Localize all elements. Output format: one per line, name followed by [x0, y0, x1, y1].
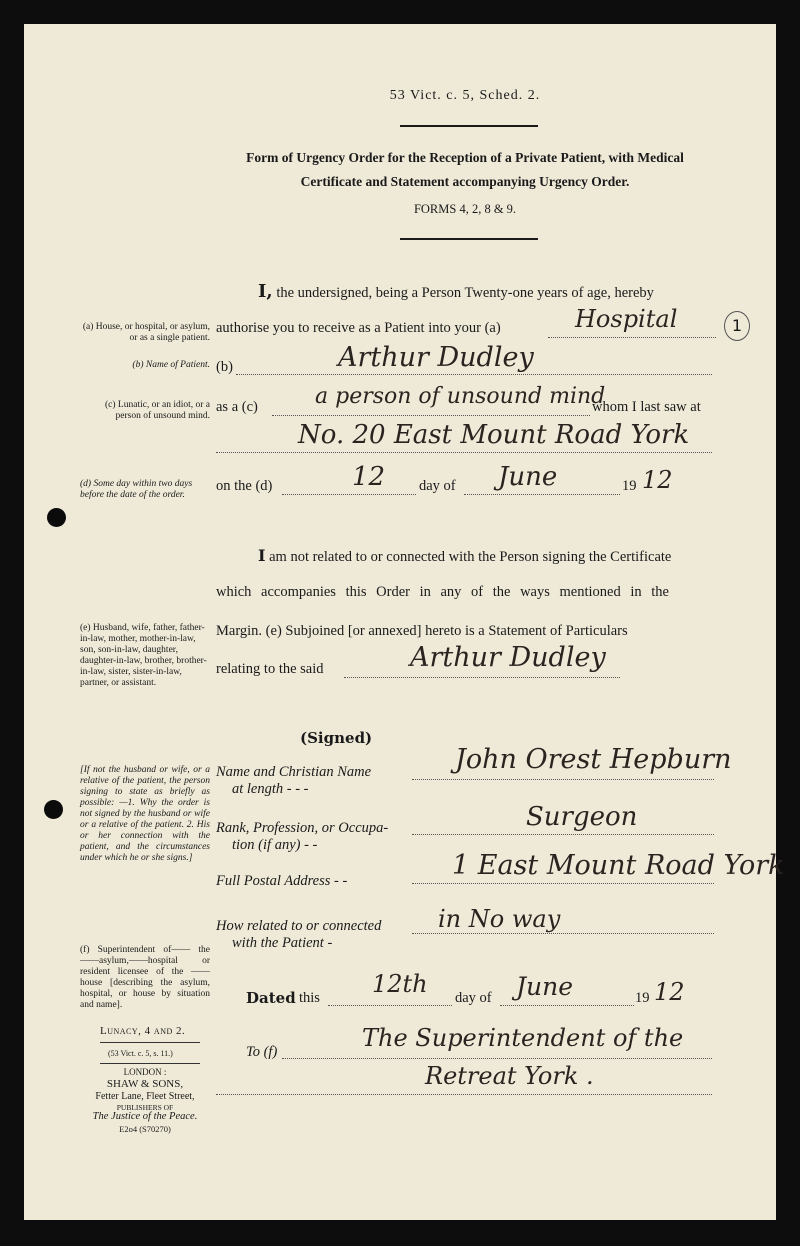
margin-note-d: (d) Some day within two days before the date of the order.: [80, 479, 193, 500]
handwritten-address-seen: No. 20 East Mount Road York: [298, 420, 690, 450]
signed-heading: (Signed): [300, 729, 373, 747]
declaration-line2: which accompanies this Order in any of the ways mentioned in the: [216, 584, 669, 600]
form-title-line2: Certificate and Statement accompanying Urgency Order.: [300, 174, 630, 189]
day-line: [282, 494, 416, 495]
to-line-2: [216, 1094, 712, 1095]
handwritten-dated-year: 12: [654, 978, 685, 1006]
patient-ref: (b): [216, 359, 233, 375]
margin-note-a: (a) House, or hospital, or asylum, or as a single patient.: [82, 322, 210, 343]
postal-address-line: [412, 883, 714, 884]
imprint-rule: [100, 1042, 200, 1043]
to-label: To (f): [246, 1044, 278, 1060]
order-line2: authorise you to receive as a Patient into your (a): [216, 320, 501, 336]
dated-month-line: [500, 1005, 634, 1006]
imprint-london: LONDON :: [123, 1067, 167, 1077]
rank-label-2: tion (if any) - -: [232, 837, 318, 853]
relation-label-2: with the Patient -: [232, 935, 333, 951]
handwritten-postal-address: 1 East Mount Road York: [452, 850, 785, 881]
condition-line: [272, 415, 590, 416]
margin-note-f: (f) Superintendent of—— the——asylum,——hospital or resident licensee of the ——house [describing the asylum, hospital, or house by situation and name].: [80, 945, 210, 1010]
handwritten-dated-month: June: [516, 972, 574, 1001]
name-label-2: at length - - -: [232, 781, 309, 797]
handwritten-related-to: Arthur Dudley: [410, 642, 606, 673]
declaration-line1-text: am not related to or connected with the Person signing the Certificate: [269, 549, 672, 565]
handwritten-dated-day: 12th: [372, 970, 428, 998]
year-prefix: 19: [622, 478, 637, 494]
rank-line: [412, 834, 714, 835]
forms-numbers: FORMS 4, 2, 8 & 9.: [413, 202, 517, 216]
on-the-label: on the (d): [216, 478, 273, 494]
handwritten-condition: a person of unsound mind: [315, 384, 606, 409]
imprint-street: Fetter Lane, Fleet Street,: [95, 1091, 195, 1102]
name-line: [412, 779, 714, 780]
imprint-lunacy: Lunacy, 4 and 2.: [100, 1025, 186, 1037]
day-of-label: day of: [419, 478, 456, 494]
order-initial: I,: [258, 281, 273, 302]
to-line-1: [282, 1058, 712, 1059]
dated-year-prefix: 19: [635, 990, 650, 1006]
whom-label: whom I last saw at: [592, 399, 701, 415]
handwritten-profession: Surgeon: [526, 802, 638, 832]
imprint-statute-ref: (53 Vict. c. 5, s. 11.): [108, 1049, 173, 1058]
dated-label: Dated: [246, 989, 296, 1007]
handwritten-house: Hospital: [575, 305, 678, 333]
dated-day-line: [328, 1005, 452, 1006]
rank-label-1: Rank, Profession, or Occupa-: [216, 820, 389, 836]
name-label-1: Name and Christian Name: [216, 764, 372, 780]
declaration-line3: Margin. (e) Subjoined [or annexed] hereto is a Statement of Particulars: [216, 623, 628, 639]
relation-label-1: How related to or connected: [216, 918, 382, 934]
header-rule-2: [400, 238, 538, 240]
form-title-line1: Form of Urgency Order for the Reception of a Private Patient, with Medical: [246, 150, 684, 165]
declaration-line1: [258, 546, 671, 566]
imprint-publishers-of: PUBLISHERS OF: [116, 1103, 174, 1112]
imprint-rule-2: [100, 1063, 200, 1064]
as-a-label: as a (c): [216, 399, 258, 415]
dated-day-of: day of: [455, 990, 492, 1006]
imprint-publisher: SHAW & SONS,: [106, 1078, 184, 1090]
handwritten-month: June: [498, 462, 558, 492]
order-line1: [258, 281, 654, 302]
dated-this: this: [299, 990, 320, 1006]
declaration-line4: relating to the said: [216, 661, 324, 677]
handwritten-day: 12: [352, 462, 386, 492]
house-line: [548, 337, 716, 338]
punch-hole: [44, 800, 63, 819]
order-line1-text: the undersigned, being a Person Twenty-one years of age, hereby: [276, 285, 654, 301]
statute-reference: 53 Vict. c. 5, Sched. 2.: [389, 88, 541, 103]
circled-number: 1: [724, 311, 750, 341]
margin-note-c: (c) Lunatic, or an idiot, or a person of unsound mind.: [105, 400, 210, 421]
patient-line: [236, 374, 712, 375]
month-line: [464, 494, 620, 495]
handwritten-to-line1: The Superintendent of the: [362, 1024, 684, 1052]
related-to-line: [344, 677, 620, 678]
margin-note-e: (e) Husband, wife, father, father-in-law, mother, mother-in-law, son, son-in-law, daughter, daughter-in-law, brother, brother-in-law, sister, sister-in-law, partner, or assistant.: [80, 623, 207, 688]
header-rule: [400, 125, 538, 127]
imprint-journal: The Justice of the Peace.: [92, 1111, 198, 1122]
imprint-code: E2o4 (S70270): [119, 1124, 171, 1134]
handwritten-year: 12: [642, 466, 673, 494]
handwritten-to-line2: Retreat York .: [425, 1062, 594, 1090]
margin-note-b: (b) Name of Patient.: [132, 360, 210, 370]
address-label: Full Postal Address - -: [216, 873, 348, 889]
handwritten-relation: in No way: [438, 905, 561, 933]
punch-hole: [47, 508, 66, 527]
handwritten-patient-name: Arthur Dudley: [338, 342, 534, 373]
handwritten-signer-name: John Orest Hepburn: [455, 744, 732, 775]
margin-note-if-not: [If not the husband or wife, or a relative of the patient, the person signing to state as briefly as possible: —1. Why the order is not signed by the husband or wife or a relative of the patient. 2. His or her connection with the patient, and the circumstances under which he or she signs.]: [80, 765, 210, 863]
declaration-initial: I: [258, 546, 266, 565]
relation-line: [412, 933, 714, 934]
address-seen-line: [216, 452, 712, 453]
